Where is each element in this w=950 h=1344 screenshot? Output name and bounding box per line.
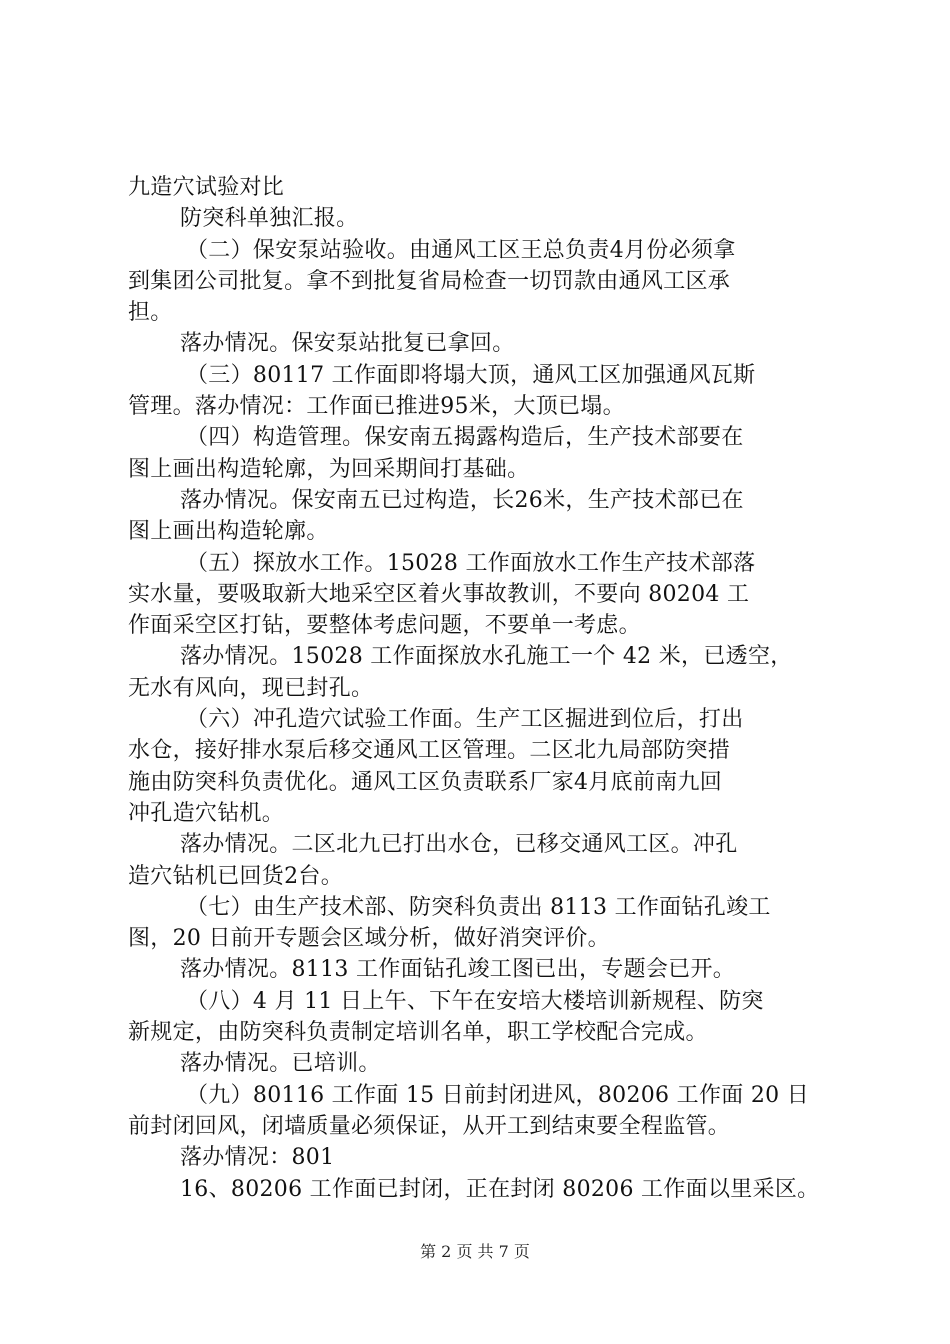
- text-line: 实水量，要吸取新大地采空区着火事故教训，不要向 80204 工: [128, 581, 750, 607]
- text-line: 担。: [128, 300, 173, 326]
- text-line: 到集团公司批复。拿不到批复省局检查一切罚款由通风工区承: [128, 268, 731, 294]
- text-line: 落办情况。保安南五已过构造，长26米，生产技术部已在: [180, 487, 744, 513]
- text-line: 16、80206 工作面已封闭，正在封闭 80206 工作面以里采区。: [180, 1176, 820, 1202]
- text-line: 图上画出构造轮廓，为回采期间打基础。: [128, 456, 530, 482]
- text-line: 落办情况。二区北九已打出水仓，已移交通风工区。冲孔: [180, 832, 738, 858]
- text-line: 九造穴试验对比: [128, 175, 285, 200]
- text-line: （四）构造管理。保安南五揭露构造后，生产技术部要在: [186, 425, 744, 451]
- text-line: 落办情况。已培训。: [180, 1051, 381, 1077]
- text-line: （七）由生产技术部、防突科负责出 8113 工作面钻孔竣工: [186, 894, 771, 920]
- text-line: 新规定，由防突科负责制定培训名单，职工学校配合完成。: [128, 1020, 708, 1046]
- page-footer: 第 2 页 共 7 页: [420, 1242, 530, 1261]
- text-line: 作面采空区打钻，要整体考虑问题，不要单一考虑。: [128, 613, 641, 639]
- text-line: 水仓，接好排水泵后移交通风工区管理。二区北九局部防突措: [128, 738, 731, 764]
- text-line: 图，20 日前开专题会区域分析，做好消突评价。: [128, 926, 610, 952]
- text-line: 防突科单独汇报。: [180, 206, 359, 232]
- text-line: 前封闭回风，闭墙质量必须保证，从开工到结束要全程监管。: [128, 1113, 731, 1139]
- text-line: （八）4 月 11 日上午、下午在安培大楼培训新规程、防突: [186, 988, 764, 1014]
- text-line: 图上画出构造轮廓。: [128, 519, 329, 545]
- text-line: 管理。落办情况：工作面已推进95米，大顶已塌。: [128, 394, 625, 420]
- text-line: （五）探放水工作。15028 工作面放水工作生产技术部落: [186, 550, 756, 576]
- text-line: （二）保安泵站验收。由通风工区王总负责4月份必须拿: [186, 237, 736, 263]
- text-line: 无水有风向，现已封孔。: [128, 675, 374, 701]
- text-line: 造穴钻机已回货2台。: [128, 863, 343, 889]
- body-text: [128, 172, 840, 1205]
- text-line: 冲孔造穴钻机。: [128, 800, 285, 826]
- text-line: 落办情况。8113 工作面钻孔竣工图已出，专题会已开。: [180, 957, 736, 983]
- text-line: （六）冲孔造穴试验工作面。生产工区掘进到位后，打出: [186, 707, 744, 733]
- text-line: 落办情况。保安泵站批复已拿回。: [180, 331, 515, 357]
- text-line: （九）80116 工作面 15 日前封闭进风，80206 工作面 20 日: [186, 1082, 810, 1108]
- text-line: 落办情况：801: [180, 1145, 335, 1171]
- text-line: 施由防突科负责优化。通风工区负责联系厂家4月底前南九回: [128, 769, 723, 795]
- text-line: （三）80117 工作面即将塌大顶，通风工区加强通风瓦斯: [186, 362, 756, 388]
- text-line: 落办情况。15028 工作面探放水孔施工一个 42 米，已透空，: [180, 644, 793, 670]
